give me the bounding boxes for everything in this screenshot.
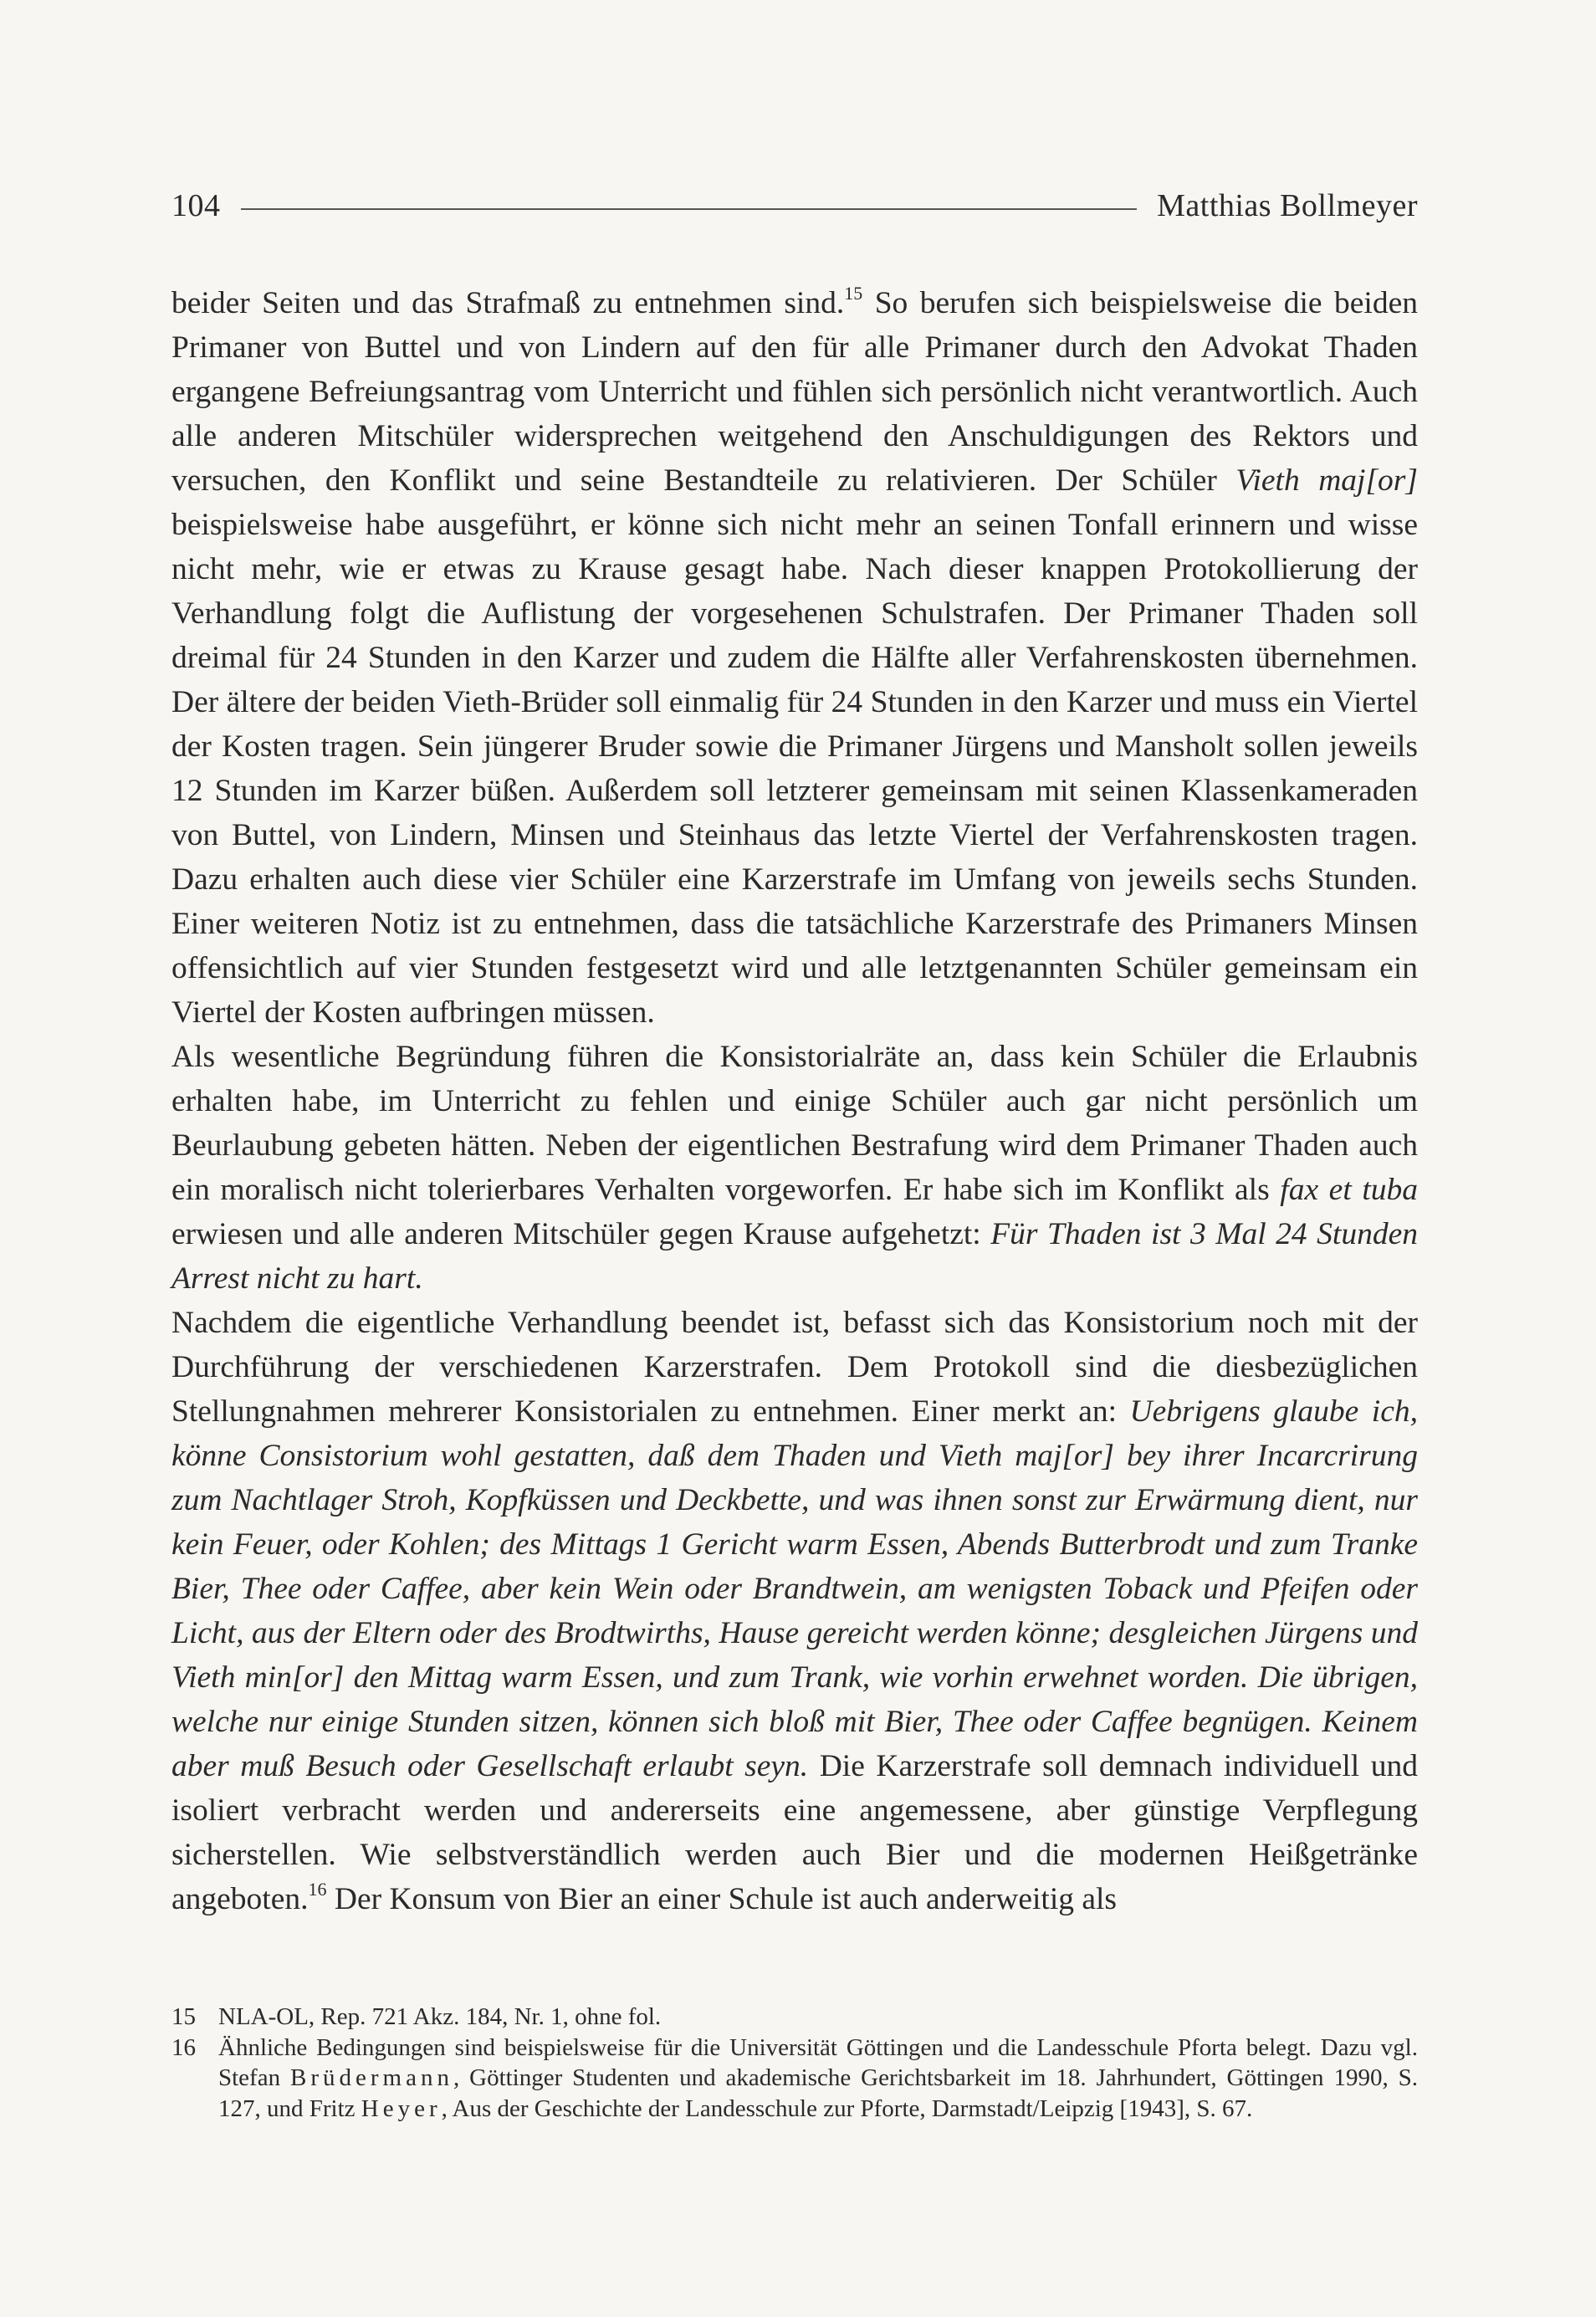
text-run: Nachdem die eigentliche Verhandlung beendet ist, befasst sich das Konsistorium noch mit der Durchführung der verschiedenen Karzerstrafen. Dem Protokoll sind die diesbezüglichen Stellungnahmen mehrerer Konsistorialen zu entnehmen. Einer merkt an: — [171, 1306, 1418, 1429]
text-run: beider Seiten und das Strafmaß zu entnehmen sind. — [171, 286, 845, 320]
body-text — [171, 281, 1418, 1921]
text-run: beispielsweise habe ausgeführt, er könne sich nicht mehr an seinen Tonfall erinnern und wisse nicht mehr, wie er etwas zu Krause gesagt habe. Nach dieser knappen Protokollierung der Verhandlung folgt die Auflistung der vorgesehenen Schulstrafen. Der Primaner Thaden soll dreimal für 24 Stunden in den Karzer und zudem die Hälfte aller Verfahrenskosten übernehmen. Der ältere der beiden Vieth-Brüder soll einmalig für 24 Stunden in den Karzer und muss ein Viertel der Kosten tragen. Sein jüngerer Bruder sowie die Primaner Jürgens und Mansholt sollen jeweils 12 Stunden im Karzer büßen. Außerdem soll letzterer gemeinsam mit seinen Klassenkameraden von Buttel, von Lindern, Minsen und Steinhaus das letzte Viertel der Verfahrenskosten tragen. Dazu erhalten auch diese vier Schüler eine Karzerstrafe im Umfang von jeweils sechs Stunden. Einer weiteren Notiz ist zu entnehmen, dass die tatsächliche Karzerstrafe des Primaners Minsen offensichtlich auf vier Stunden festgesetzt wird und alle letztgenannten Schüler gemeinsam ein Viertel der Kosten aufbringen müssen. — [171, 508, 1418, 1030]
footnote-number: 16 — [171, 2033, 196, 2061]
paragraph — [171, 1035, 1418, 1301]
footnote-text — [218, 2033, 1418, 2125]
header-rule — [241, 208, 1138, 210]
footnotes — [171, 2002, 1418, 2124]
text-run: Ähnliche Bedingungen sind beispielsweise für die Universität Göttingen und die Landesschule Pforta belegt. Dazu vgl. Stefan — [218, 2033, 1418, 2091]
italic-quotation: Vieth maj[or] — [1235, 463, 1418, 498]
running-header — [171, 187, 1418, 224]
text-run: , Göttinger Studenten und akademische Gerichtsbarkeit im 18. Jahrhundert, Göttingen 1990, S. 127, und Fritz — [218, 2064, 1418, 2122]
footnote-reference: 16 — [308, 1879, 327, 1900]
footnote-reference: 15 — [844, 283, 863, 304]
author-name: Brüdermann — [290, 2064, 453, 2091]
paragraph — [171, 1301, 1418, 1921]
page-number: 104 — [171, 188, 221, 223]
text-run: , Aus der Geschichte der Landesschule zur Pforte, Darmstadt/Leipzig [1943], S. 67. — [441, 2095, 1253, 2122]
paragraph — [171, 281, 1418, 1035]
author-name: Heyer — [361, 2095, 442, 2122]
italic-quotation: fax et tuba — [1280, 1173, 1418, 1207]
text-run: erwiesen und alle anderen Mitschüler gegen Krause aufgehetzt: — [171, 1217, 991, 1251]
text-run: Als wesentliche Begründung führen die Konsistorialräte an, dass kein Schüler die Erlaubnis erhalten habe, im Unterricht zu fehlen und einige Schüler auch gar nicht persönlich um Beurlaubung gebeten hätten. Neben der eigentlichen Bestrafung wird dem Primaner Thaden auch ein moralisch nicht tolerierbares Verhalten vorgeworfen. Er habe sich im Konflikt als — [171, 1040, 1418, 1207]
text-run: NLA-OL, Rep. 721 Akz. 184, Nr. 1, ohne fol. — [218, 2003, 662, 2030]
footnote-number: 15 — [171, 2003, 196, 2030]
italic-quotation: Für Thaden ist 3 Mal 24 Stunden Arrest nicht zu hart. — [171, 1217, 1418, 1296]
footnote — [171, 2002, 1418, 2033]
italic-quotation: Uebrigens glaube ich, könne Consistorium wohl gestatten, daß dem Thaden und Vieth maj[or] bey ihrer Incarcrirung zum Nachtlager Stroh, Kopfküssen und Deckbette, und was ihnen sonst zur Erwärmung dient, nur kein Feuer, oder Kohlen; des Mittags 1 Gericht warm Essen, Abends Butterbrodt und zum Tranke Bier, Thee oder Caffee, aber kein Wein oder Brandtwein, am wenigsten Toback und Pfeifen oder Licht, aus der Eltern oder des Brodtwirths, Hause gereicht werden könne; desgleichen Jürgens und Vieth min[or] den Mittag warm Essen, und zum Trank, wie vorhin erwehnet worden. Die übrigen, welche nur einige Stunden sitzen, können sich bloß mit Bier, Thee oder Caffee begnügen. Keinem aber muß Besuch oder Gesellschaft erlaubt seyn. — [171, 1394, 1418, 1783]
footnote-text — [218, 2002, 1418, 2033]
footnote — [171, 2033, 1418, 2125]
text-run: Die Karzerstrafe soll demnach individuell und isoliert verbracht werden und andererseits eine angemessene, aber günstige Verpflegung sicherstellen. Wie selbstverständlich werden auch Bier und die modernen Heißgetränke angeboten. — [171, 1749, 1418, 1916]
text-run: Der Konsum von Bier an einer Schule ist auch anderweitig als — [326, 1882, 1118, 1916]
text-run: So berufen sich beispielsweise die beiden Primaner von Buttel und von Lindern auf den für alle Primaner durch den Advokat Thaden ergangene Befreiungsantrag vom Unterricht und fühlen sich persönlich nicht verantwortlich. Auch alle anderen Mitschüler widersprechen weitgehend den Anschuldigungen des Rektors und versuchen, den Konflikt und seine Bestandteile zu relativieren. Der Schüler — [171, 286, 1418, 498]
running-head-author: Matthias Bollmeyer — [1157, 188, 1418, 223]
